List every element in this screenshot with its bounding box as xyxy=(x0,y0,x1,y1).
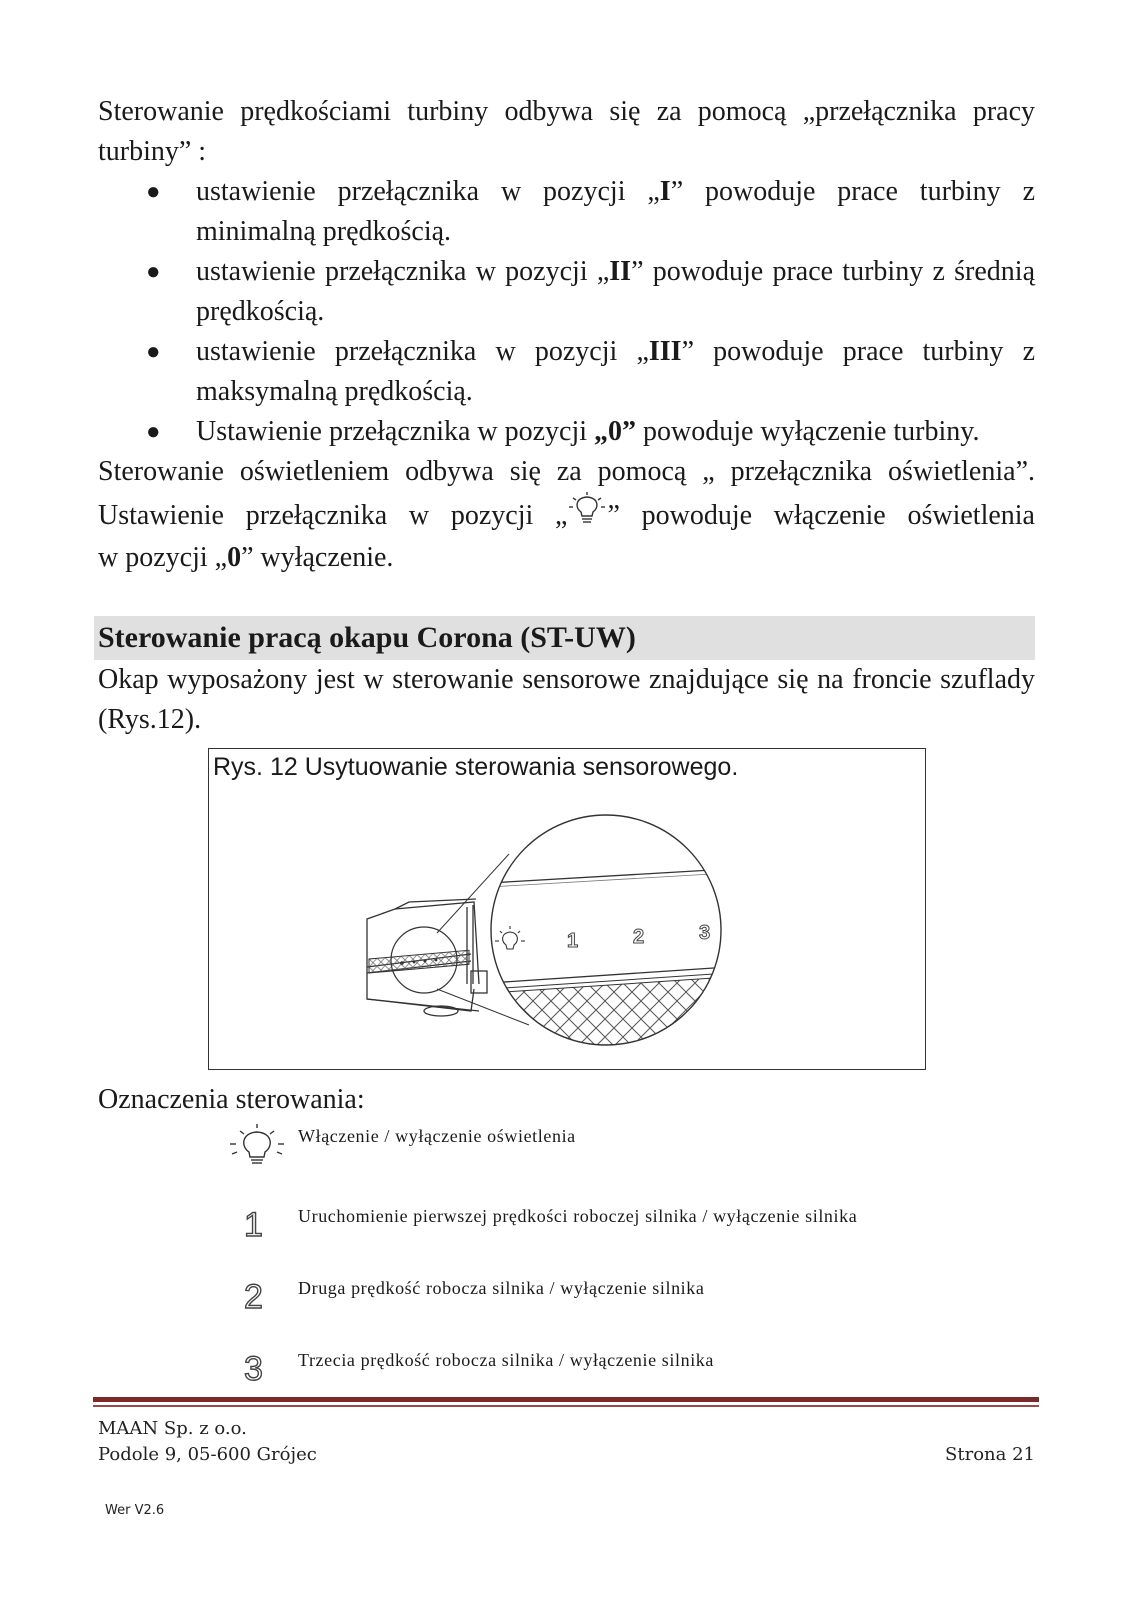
list-item: ● ustawienie przełącznika w pozycji „I” powoduje prace turbiny z minimalną prędkością. xyxy=(98,172,1035,252)
bullet-icon: ● xyxy=(146,419,161,445)
footer-divider xyxy=(93,1397,1039,1402)
version-label: Wer V2.6 xyxy=(105,1503,165,1518)
hood-illustration xyxy=(209,749,927,1071)
list-item xyxy=(98,1122,1035,1194)
intro-line-2: turbiny” : xyxy=(98,136,207,167)
legend-title: Oznaczenia sterowania: xyxy=(98,1084,365,1115)
footer-page-number: Strona 21 xyxy=(945,1444,1035,1465)
list-item: ● ustawienie przełącznika w pozycji „III” powoduje prace turbiny z maksymalną prędkością. xyxy=(98,332,1035,412)
footer-address: Podole 9, 05-600 Grójec xyxy=(98,1444,317,1465)
list-item: ● Ustawienie przełącznika w pozycji „0” powoduje wyłączenie turbiny. xyxy=(98,412,1035,452)
list-item xyxy=(98,1266,1035,1338)
footer-company: MAAN Sp. z o.o. xyxy=(98,1418,247,1439)
footer xyxy=(98,1416,1035,1468)
section-text: Okap wyposażony jest w sterowanie sensorowe znajdujące się na froncie szuflady (Rys.12). xyxy=(98,664,1035,735)
bullet-icon: ● xyxy=(146,179,161,205)
legend-desc: Druga prędkość robocza silnika / wyłączenie silnika xyxy=(298,1278,705,1298)
page-content xyxy=(98,92,1035,1410)
figure-label-2: 2 xyxy=(633,926,645,948)
bulb-icon xyxy=(226,1122,286,1172)
bulb-icon xyxy=(567,492,607,526)
figure-box xyxy=(208,748,926,1070)
bullet-icon: ● xyxy=(146,259,161,285)
intro-line-1: Sterowanie prędkościami turbiny odbywa się za pomocą „przełącznika pracy xyxy=(98,96,1035,127)
footer-divider-thin xyxy=(93,1405,1039,1407)
legend-list xyxy=(98,1122,1035,1410)
legend-desc: Trzecia prędkość robocza silnika / wyłączenie silnika xyxy=(298,1350,714,1370)
digit-three-symbol: 3 xyxy=(244,1350,263,1388)
figure-label-1: 1 xyxy=(567,930,579,952)
hood-filter-small xyxy=(369,950,469,973)
lighting-line-1: Sterowanie oświetleniem odbywa się za pomocą „ przełącznika oświetlenia”. xyxy=(98,456,1035,487)
bullet-icon: ● xyxy=(146,339,161,365)
speed-list xyxy=(98,172,1035,452)
digit-one-symbol: 1 xyxy=(244,1206,263,1244)
figure-caption: Rys. 12 Usytuowanie sterowania sensorowego. xyxy=(213,753,739,781)
lighting-line-3: w pozycji „0” wyłączenie. xyxy=(98,542,394,573)
legend-desc: Uruchomienie pierwszej prędkości roboczej silnika / wyłączenie silnika xyxy=(298,1206,858,1226)
list-item: ● ustawienie przełącznika w pozycji „II” powoduje prace turbiny z średnią prędkością. xyxy=(98,252,1035,332)
lighting-line-2: Ustawienie przełącznika w pozycji „ ” powoduje włączenie oświetlenia xyxy=(98,492,1035,538)
legend-desc: Włączenie / wyłączenie oświetlenia xyxy=(298,1126,576,1146)
digit-two-symbol: 2 xyxy=(244,1278,263,1316)
figure-label-3: 3 xyxy=(699,922,711,944)
list-item xyxy=(98,1194,1035,1266)
section-heading: Sterowanie pracą okapu Corona (ST-UW) xyxy=(94,616,1035,660)
